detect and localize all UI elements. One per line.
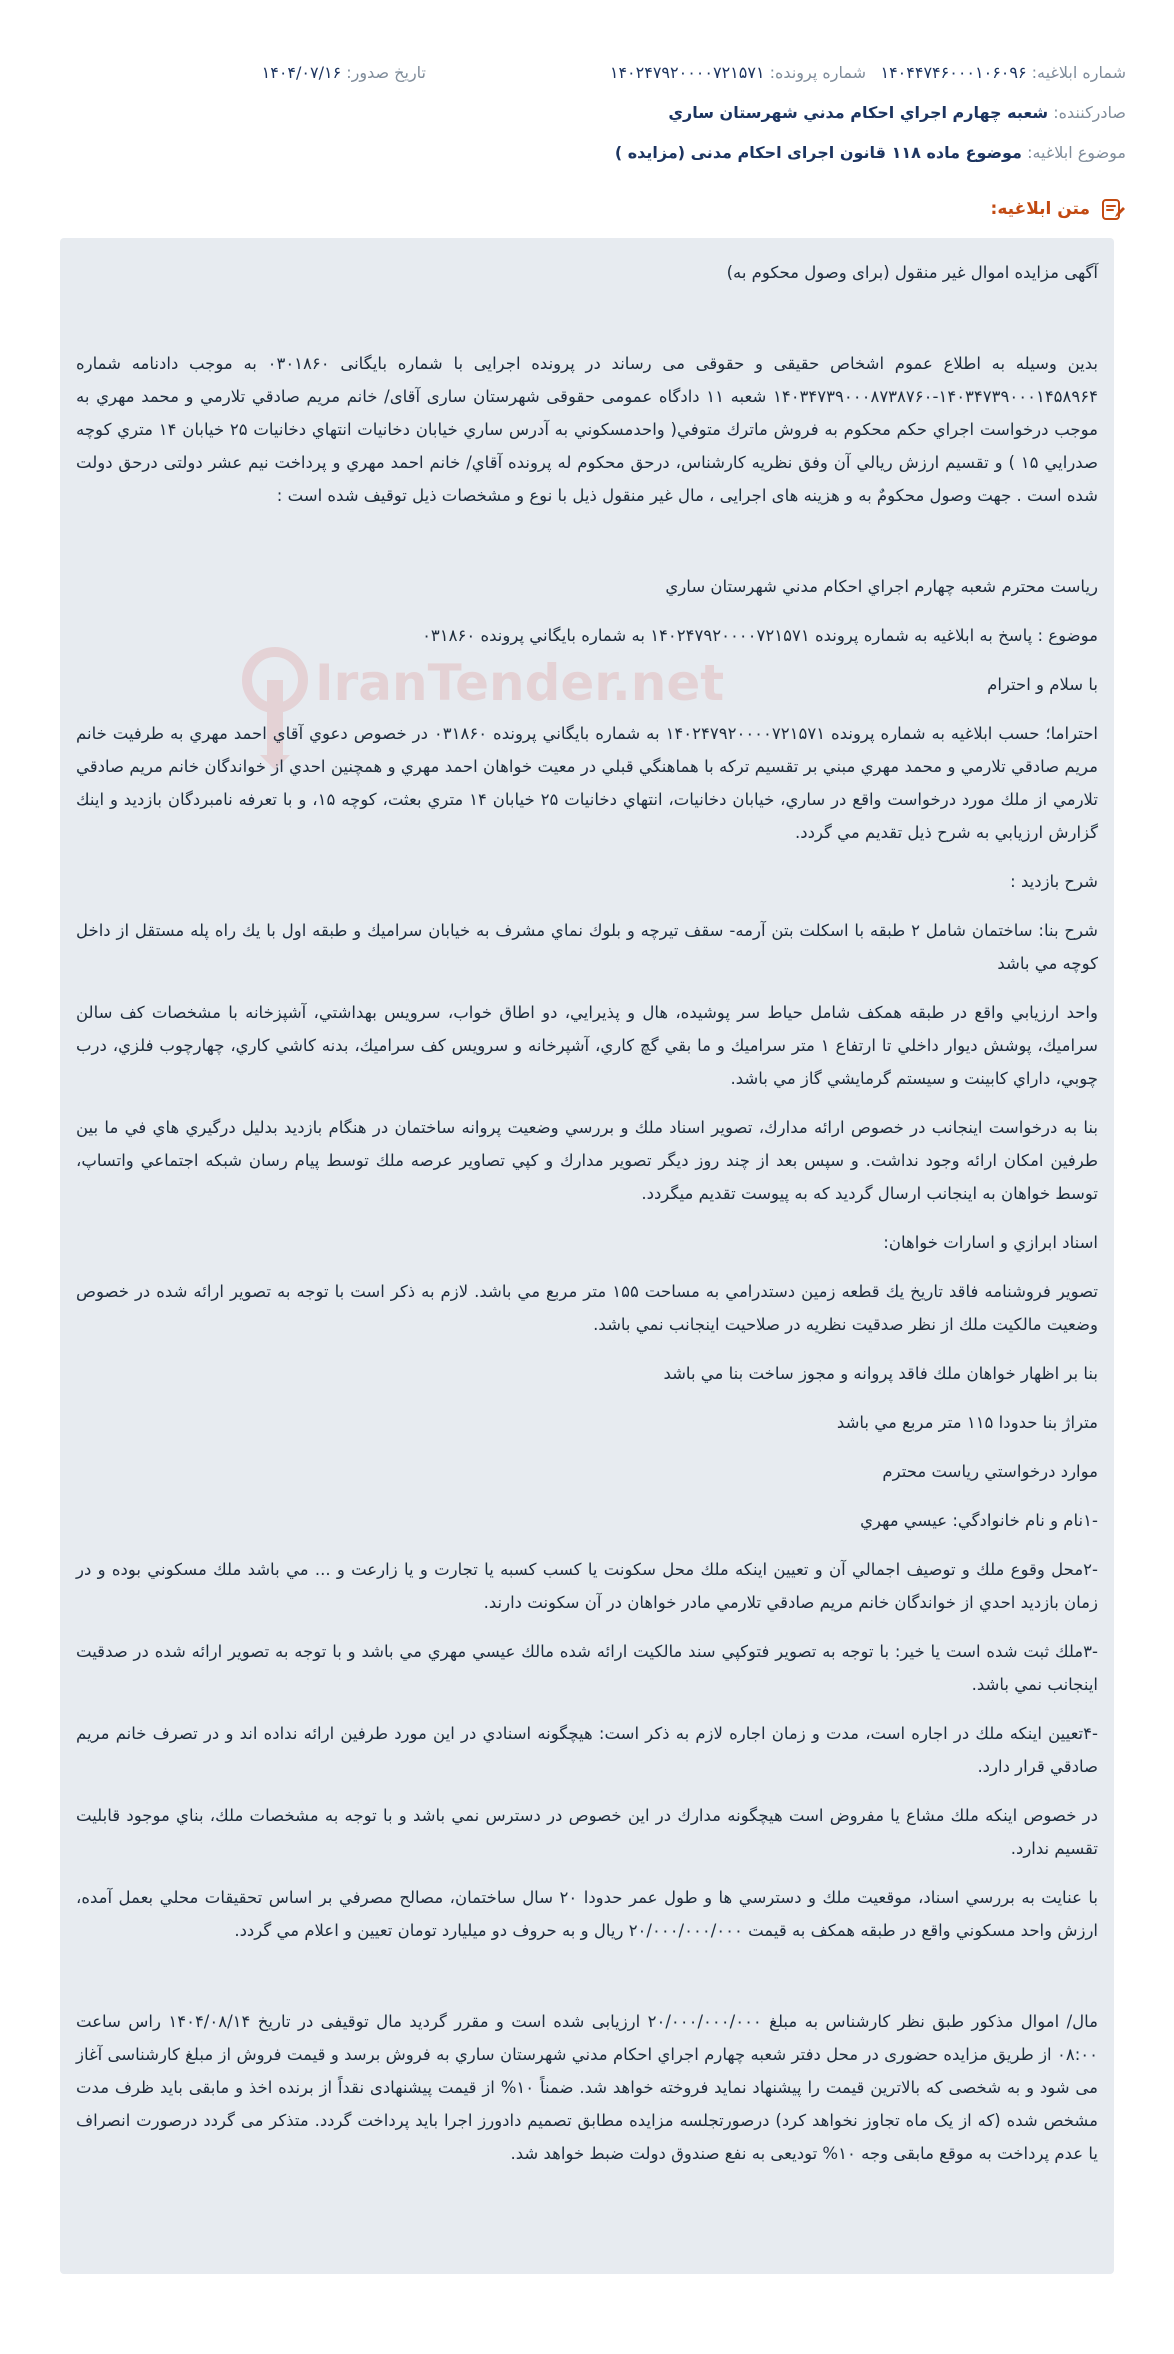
section-title: متن ابلاغیه: bbox=[990, 199, 1090, 219]
notice-ids-row bbox=[48, 52, 1126, 92]
subject-row: موضوع ابلاغیه: موضوع ماده ۱۱۸ قانون اجرای احکام مدنی (مزایده ) bbox=[614, 142, 1126, 162]
issuer-name: شعبه چهارم اجراي احكام مدني شهرستان ساري bbox=[668, 102, 1049, 122]
item-1-line: -۱نام و نام خانوادگي: عيسي مهري bbox=[860, 1511, 1098, 1530]
deed-paragraph: تصوير فروشنامه فاقد تاريخ يك قطعه زمين دستدرامي به مساحت ۱۵۵ متر مربع مي باشد. لازم به ذكر است با توجه به تصوير ارائه شده در خصوص وضعيت مالكيت ملك از نظر صدقيت نظريه در صلاحيت اينجانب نمي باشد. bbox=[76, 1282, 1098, 1334]
notice-text-heading bbox=[991, 196, 1126, 222]
notice-body-panel bbox=[60, 238, 1114, 2274]
requested-items-heading: موارد درخواستي رياست محترم bbox=[882, 1462, 1098, 1481]
case-number: شماره پرونده: ۱۴۰۲۴۷۹۲۰۰۰۰۷۲۱۵۷۱ bbox=[609, 62, 866, 82]
joint-ownership-paragraph: در خصوص اينكه ملك مشاع يا مفروض است هيچگونه مدارك در اين خصوص در دسترس نمي باشد و با توجه به مشخصات ملك، بناي موجود قابليت تقسيم ندارد. bbox=[76, 1806, 1098, 1858]
addressee-line: رياست محترم شعبه چهارم اجراي احكام مدني شهرستان ساري bbox=[665, 577, 1098, 596]
unit-description-paragraph: واحد ارزيابي واقع در طبقه همكف شامل حياط سر پوشيده، هال و پذيرايي، دو اطاق خواب، سرويس بهداشتي، آشپزخانه با مشخصات كف سالن سراميك، پوشش ديوار داخلي تا ارتفاع ۱ متر سراميك و ما بقي گچ كاري، آشپرخانه و سرويس كف سراميك، بدنه كاشي كاري، چهارچوب فلزي، درب چوبي، داراي كابينت و سيستم گرمايشي گاز مي باشد. bbox=[76, 1003, 1098, 1088]
document-text-icon bbox=[1100, 196, 1126, 222]
report-intro-paragraph: احتراما؛ حسب ابلاغيه به شماره پرونده ۱۴۰۲۴۷۹۲۰۰۰۰۷۲۱۵۷۱ به شماره بايگاني پرونده ۰۳۱۸۶۰ در خصوص دعوي آقاي احمد مهري به طرفيت خانم مريم صادقي تلارمي و محمد مهري مبني بر تقسيم تركه با هماهنگي قبلي در معيت خواهان احمد مهري و همچنين احدي از خواندگان خانم مريم صادقي تلارمي از ملك مورد درخواست واقع در ساري، خيابان دخانيات، انتهاي دخانيات ۲۵ خيابان ۱۴ متري بعثت، كوچه ۱۵، و با تعرفه نامبردگان بازديد و اينك گزارش ارزيابي به شرح ذيل تقديم مي گردد. bbox=[76, 724, 1098, 842]
area-line: متراژ بنا حدودا ۱۱۵ متر مربع مي باشد bbox=[836, 1413, 1098, 1432]
valuation-paragraph: با عنايت به بررسي اسناد، موقعيت ملك و دسترسي ها و طول عمر حدودا ۲۰ سال ساختمان، مصالح مصرفي بر اساس تحقيقات محلي بعمل آمده، ارزش واحد مسكوني واقع در طبقه همكف به قيمت ۲۰/۰۰۰/۰۰۰/۰۰۰ ريال و به حروف دو ميليارد تومان تعيين و اعلام مي گردد. bbox=[76, 1888, 1099, 1940]
notice-heading-line: آگهی مزایده اموال غیر منقول (برای وصول محکوم به) bbox=[726, 263, 1098, 282]
item-3-paragraph: -۳ملك ثبت شده است يا خير: با توجه به تصوير فتوكپي سند مالكيت ارائه شده مالك عيسي مهري مي باشد و با توجه به تصوير ارائه شده در صدقيت اينجانب نمي باشد. bbox=[76, 1642, 1098, 1694]
item-4-paragraph: -۴تعيين اينكه ملك در اجاره است، مدت و زمان اجاره لازم به ذكر است: هيچگونه اسنادي در اين مورد طرفين ارائه نداده اند و در تصرف خانم مريم صادقي قرار دارد. bbox=[76, 1724, 1098, 1776]
building-description-paragraph: شرح بنا: ساختمان شامل ۲ طبقه با اسكلت بتن آرمه- سقف تيرچه و بلوك نماي مشرف به خيابان سراميك و طبقه اول با يك راه پله مستقل از داخل كوچه مي باشد bbox=[76, 921, 1098, 973]
notice-number: شماره ابلاغیه: ۱۴۰۴۴۷۴۶۰۰۰۱۰۶۰۹۶ bbox=[880, 62, 1126, 82]
issuer-row: صادرکننده: شعبه چهارم اجراي احكام مدني شهرستان ساري bbox=[668, 102, 1126, 122]
auction-intro-paragraph: بدین وسیله به اطلاع عموم اشخاص حقیقی و حقوقی می رساند در پرونده اجرایی با شماره بایگانی ۰۳۰۱۸۶۰ به موجب دادنامه شماره ۱۴۰۳۴۷۳۹۰۰۰۱۴۵۸۹۶۴-۱۴۰۳۴۷۳۹۰۰۰۸۷۳۸۷۶۰ شعبه ۱۱ دادگاه عمومی حقوقی شهرستان ساری آقای/ خانم مریم صادقي تلارمي و محمد مهري به موجب درخواست اجراي حكم محکوم به فروش ماترك متوفي( واحدمسكوني به آدرس ساري خيابان دخانيات انتهاي دخانيات ۲۵ خيابان ۱۴ متري كوچه صدرايي ۱۵ ) و تقسيم ارزش ريالي آن وفق نظريه كارشناس، درحق محکوم له پرونده آقاي/ خانم احمد مهري و پرداخت نیم عشر دولتی درحق دولت شده است . جهت وصول محکومٌ به و هزینه های اجرایی ، مال غیر منقول ذیل با نوع و مشخصات ذیل توقیف شده است : bbox=[76, 354, 1098, 505]
notice-subject: موضوع ماده ۱۱۸ قانون اجرای احکام مدنی (مزایده ) bbox=[614, 142, 1022, 162]
notice-text bbox=[60, 238, 1114, 2170]
subject-line: موضوع : پاسخ به ابلاغيه به شماره پرونده ۱۴۰۲۴۷۹۲۰۰۰۰۷۲۱۵۷۱ به شماره بايگاني پرونده ۰۳۱۸۶۰ bbox=[422, 626, 1098, 645]
svg-text:IranTender.net: IranTender.net bbox=[315, 654, 725, 712]
inspection-heading: شرح بازديد : bbox=[1010, 872, 1098, 891]
notice-metadata bbox=[48, 52, 1126, 172]
documents-request-paragraph: بنا به درخواست اينجانب در خصوص ارائه مدارك، تصوير اسناد ملك و بررسي وضعيت پروانه ساختمان در هنگام بازديد بدليل درگيري هاي في ما بين طرفين امكان ارائه وجود نداشت. و سپس بعد از چند روز ديگر تصوير مدارك و كپي تصاوير عرصه ملك توسط پيام رسان شبكه اجتماعي واتساپ، توسط خواهان به اينجانب ارسال گرديد كه به پيوست تقديم ميگردد. bbox=[76, 1118, 1098, 1203]
documents-heading: اسناد ابرازي و اسارات خواهان: bbox=[883, 1233, 1098, 1252]
permit-line: بنا بر اظهار خواهان ملك فاقد پروانه و مجوز ساخت بنا مي باشد bbox=[663, 1364, 1098, 1383]
greeting-line: با سلام و احترام bbox=[987, 675, 1098, 694]
item-2-paragraph: -۲محل وقوع ملك و توصيف اجمالي آن و تعيين اينكه ملك محل سكونت يا كسب كسبه يا تجارت و يا زارعت و ... مي باشد ملك مسكوني بوده و در زمان بازديد احدي از خواندگان خانم مريم صادقي تلارمي مادر خواهان در آن سكونت دارند. bbox=[76, 1560, 1098, 1612]
issue-date: تاریخ صدور: ۱۴۰۴/۰۷/۱۶ bbox=[261, 62, 426, 82]
auction-terms-paragraph: مال/ اموال مذکور طبق نظر کارشناس به مبلغ ۲۰/۰۰۰/۰۰۰/۰۰۰ ارزیابی شده است و مقرر گردید مال توقیفی در تاریخ ۱۴۰۴/۰۸/۱۴ راس ساعت ۰۸:۰۰ از طریق مزایده حضوری در محل دفتر شعبه چهارم اجراي احكام مدني شهرستان ساري به فروش برسد و قیمت فروش از مبلغ کارشناسی آغاز می شود و به شخصی که بالاترین قیمت را پیشنهاد نماید فروخته خواهد شد. ضمناً ۱۰% از قیمت پیشنهادی نقداً از برنده اخذ و مابقی باید ظرف مدت مشخص شده (كه از يک ماه تجاوز نخواهد کرد) درصورتجلسه مزایده مطابق تصمیم دادورز اجرا باید پرداخت گردد. متذکر می گردد درصورت انصراف یا عدم پرداخت به موقع مابقی وجه ۱۰% تودیعی به نفع صندوق دولت ضبط خواهد شد. bbox=[76, 2012, 1099, 2163]
